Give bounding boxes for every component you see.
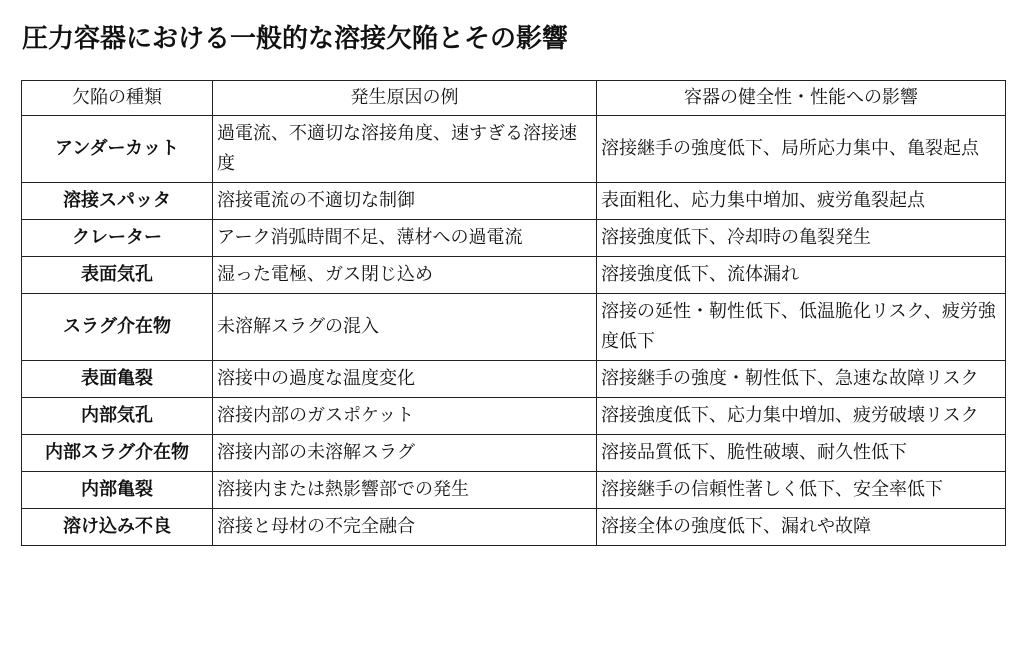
header-cause: 発生原因の例 xyxy=(213,81,597,116)
header-defect-type: 欠陥の種類 xyxy=(22,81,213,116)
defect-name: 内部亀裂 xyxy=(22,472,213,509)
defect-cause: 溶接内部のガスポケット xyxy=(213,398,597,435)
defect-name: 表面亀裂 xyxy=(22,361,213,398)
defect-effect: 溶接継手の強度・靭性低下、急速な故障リスク xyxy=(597,361,1006,398)
defect-effect: 溶接強度低下、流体漏れ xyxy=(597,257,1006,294)
table-row xyxy=(22,116,1006,183)
defect-name: 表面気孔 xyxy=(22,257,213,294)
table-row xyxy=(22,435,1006,472)
table-row xyxy=(22,361,1006,398)
table-row xyxy=(22,257,1006,294)
defect-effect: 溶接強度低下、冷却時の亀裂発生 xyxy=(597,220,1006,257)
defect-cause: 溶接中の過度な温度変化 xyxy=(213,361,597,398)
defect-cause: 溶接内部の未溶解スラグ xyxy=(213,435,597,472)
defect-cause: 湿った電極、ガス閉じ込め xyxy=(213,257,597,294)
page-title: 圧力容器における一般的な溶接欠陥とその影響 xyxy=(22,24,569,54)
defect-cause: 溶接と母材の不完全融合 xyxy=(213,509,597,546)
defect-name: 溶け込み不良 xyxy=(22,509,213,546)
header-effect: 容器の健全性・性能への影響 xyxy=(597,81,1006,116)
defect-effect: 溶接強度低下、応力集中増加、疲労破壊リスク xyxy=(597,398,1006,435)
defect-cause: 未溶解スラグの混入 xyxy=(213,294,597,361)
defect-name: 内部スラグ介在物 xyxy=(22,435,213,472)
defect-cause: 溶接電流の不適切な制御 xyxy=(213,183,597,220)
table-row xyxy=(22,183,1006,220)
defect-name: 内部気孔 xyxy=(22,398,213,435)
defect-effect: 表面粗化、応力集中増加、疲労亀裂起点 xyxy=(597,183,1006,220)
defect-effect: 溶接品質低下、脆性破壊、耐久性低下 xyxy=(597,435,1006,472)
table-row xyxy=(22,509,1006,546)
defect-name: スラグ介在物 xyxy=(22,294,213,361)
defect-cause: アーク消弧時間不足、薄材への過電流 xyxy=(213,220,597,257)
defect-cause: 溶接内または熱影響部での発生 xyxy=(213,472,597,509)
defects-table xyxy=(21,80,1006,546)
defect-name: 溶接スパッタ xyxy=(22,183,213,220)
defect-effect: 溶接全体の強度低下、漏れや故障 xyxy=(597,509,1006,546)
table-row xyxy=(22,294,1006,361)
defect-name: アンダーカット xyxy=(22,116,213,183)
table-header-row xyxy=(22,81,1006,116)
defect-effect: 溶接継手の信頼性著しく低下、安全率低下 xyxy=(597,472,1006,509)
table-row xyxy=(22,220,1006,257)
table-row xyxy=(22,398,1006,435)
defect-cause: 過電流、不適切な溶接角度、速すぎる溶接速度 xyxy=(213,116,597,183)
defect-effect: 溶接継手の強度低下、局所応力集中、亀裂起点 xyxy=(597,116,1006,183)
table-row xyxy=(22,472,1006,509)
defect-name: クレーター xyxy=(22,220,213,257)
defect-effect: 溶接の延性・靭性低下、低温脆化リスク、疲労強度低下 xyxy=(597,294,1006,361)
